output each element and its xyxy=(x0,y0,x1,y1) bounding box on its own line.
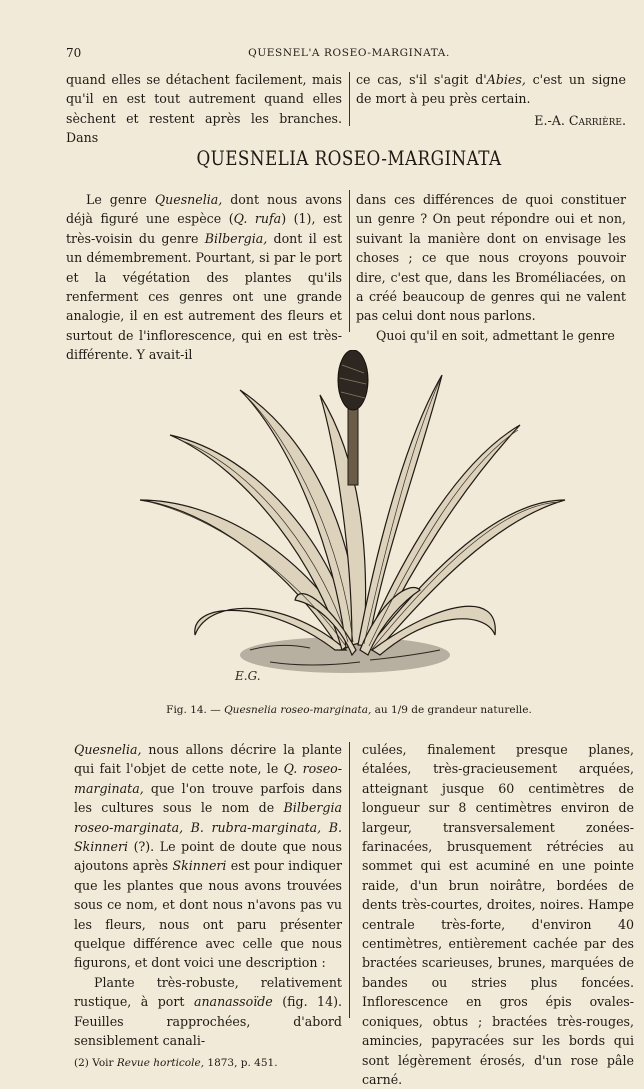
running-title: QUESNEL'A ROSEO-MARGINATA. xyxy=(248,47,450,59)
intro-right-column xyxy=(356,190,626,345)
text-run: Q. roseo-marginata, xyxy=(74,761,342,796)
text-run: (fig. 14). Feuilles rapprochées, d'abord sensiblement canali- xyxy=(74,994,342,1049)
text-run: Quesnelia, xyxy=(74,742,142,757)
body-left-column xyxy=(74,740,342,1071)
intro-left-column xyxy=(66,190,342,365)
column-rule-top xyxy=(349,72,350,126)
body-left-paragraph xyxy=(74,740,342,973)
text-run: Plante très-robuste, relativement rustique, à port xyxy=(74,974,342,1010)
footnote: (2) Voir Revue horticole, 1873, p. 451. xyxy=(74,1056,278,1069)
running-head xyxy=(66,46,632,64)
article-title: QUESNELIA ROSEO-MARGINATA xyxy=(196,146,502,170)
text-run: Bilbergia roseo-marginata, B. rubra-marginata, B. Skinneri xyxy=(74,800,342,855)
text-run: Skinneri xyxy=(172,858,227,874)
body-right-paragraph: culées, finalement presque planes, étalées, très-gracieusement arquées, atteignant jusque 60 centimètres de longueur sur 8 centimètres environ de largeur, transversalement zonées-farinacées, brusquement rétrécies au sommet qui est acuminé en une pointe raide, d'un brun noirâtre, bordées de dents très-courtes, droites, noires. Hampe centrale très-forte, d'environ 40 centimètres, entièrement cachée par des bractées scarieuses, brunes, marquées de bandes ou stries plus foncées. Inflorescence en gros épis ovales-coniques, obtus ; bractées très-rouges, amincies, papyracées sur les bords qui sont légèrement érosés, d'un rose pâle carné. xyxy=(362,742,634,1087)
top-right-column xyxy=(356,70,626,130)
body-right-column xyxy=(362,740,634,1089)
intro-paragraph: Le genre Quesnelia, dont nous avons déjà figuré une espèce (Q. rufa) (1), est très-voisin du genre Bilbergia, dont il est un démembrement. Pourtant, si par le port et la végétation des plantes qu'ils renferment ces genres ont une grande analogie, il en est autrement des fleurs et surtout de l'inflorescence, qui en est très-différente. Y avait-il xyxy=(66,192,343,363)
column-rule-body xyxy=(349,742,350,1018)
top-right-paragraph: ce cas, s'il s'agit d'Abies, c'est un signe de mort à peu près certain. xyxy=(356,72,627,107)
intro-right-paragraph-2: Quoi qu'il en soit, admettant le genre xyxy=(376,327,615,343)
text-run: (?). Le point de doute que nous ajoutons après xyxy=(74,839,342,874)
body-left-paragraph-2 xyxy=(74,973,342,1051)
bromeliad-engraving-icon xyxy=(120,350,590,690)
engraver-signature: E.G. xyxy=(235,669,261,683)
figure-caption: Fig. 14. — Quesnelia roseo-marginata, au 1/9 de grandeur naturelle. xyxy=(166,704,532,716)
text-run: que l'on trouve parfois dans les cultures sous le nom de xyxy=(74,780,342,816)
top-left-paragraph: quand elles se détachent facilement, mais qu'il en est tout autrement quand elles sèchent et restent après les branches. Dans xyxy=(66,72,342,146)
top-left-column xyxy=(66,70,342,148)
intro-right-paragraph: dans ces différences de quoi constituer un genre ? On peut répondre oui et non, suivant la manière dont on envisage les choses ; ce que nous croyons pouvoir dire, c'est que, dans les Broméliacées, on a créé beaucoup de genres qui ne valent pas celui dont nous parlons. xyxy=(356,192,626,324)
text-run: est pour indiquer que les plantes que nous avons trouvées sous ce nom, et dont nous n'avons pas vu les fleurs, nous ont paru présenter quelque différence avec celle que nous figurons, et dont voici une description : xyxy=(74,858,342,971)
author-signature: E.-A. Carrière. xyxy=(534,112,626,128)
page-number: 70 xyxy=(66,46,82,60)
column-rule-intro xyxy=(349,190,350,332)
text-run: nous allons décrire la plante qui fait l'objet de cette note, le xyxy=(74,742,342,777)
text-run: ananassoïde xyxy=(193,994,273,1010)
